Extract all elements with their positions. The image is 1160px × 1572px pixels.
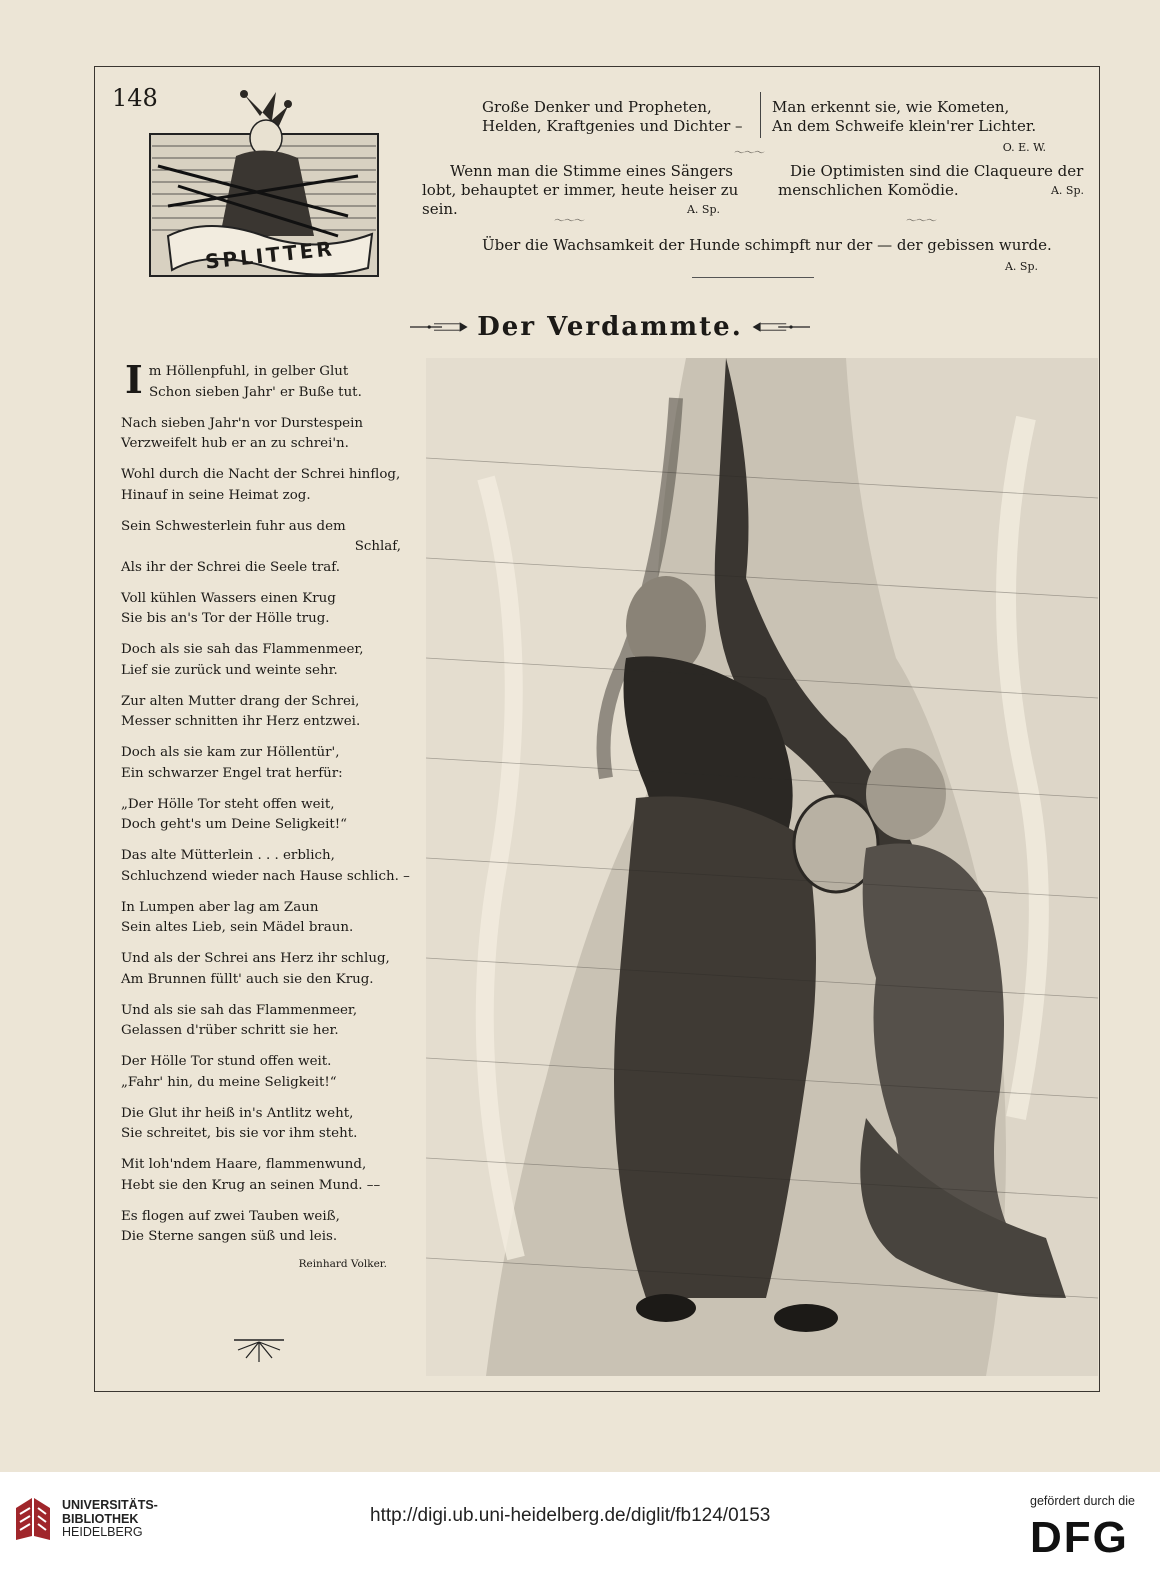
- splitter-line: lobt, behauptet er immer, heute heiser zu: [422, 181, 739, 199]
- splitter-attribution: O. E. W.: [1002, 141, 1046, 154]
- library-line: BIBLIOTHEK: [62, 1511, 139, 1526]
- library-line: UNIVERSITÄTS-: [62, 1498, 158, 1512]
- poem-line: Doch als sie kam zur Höllentür',: [121, 745, 340, 760]
- poem-line: Ein schwarzer Engel trat herfür:: [121, 765, 343, 781]
- splitter-attribution: A. Sp.: [1050, 184, 1084, 197]
- poem-stanza: [121, 640, 401, 681]
- splitter-line: Große Denker und Propheten,: [482, 98, 712, 116]
- drop-cap: I: [125, 357, 143, 402]
- splitter-line: Helden, Kraftgenies und Dichter –: [482, 117, 743, 135]
- poem-stanza: [121, 846, 410, 887]
- poem-line: Hebt sie den Krug an seinen Mund. ––: [121, 1177, 381, 1193]
- source-url-link[interactable]: http://digi.ub.uni-heidelberg.de/diglit/fb124/0153: [370, 1505, 771, 1526]
- end-ornament: [232, 1334, 286, 1364]
- university-library-name: [62, 1499, 158, 1540]
- poem-line: Sie bis an's Tor der Hölle trug.: [121, 611, 330, 626]
- poem-line: Lief sie zurück und weinte sehr.: [121, 662, 338, 678]
- splitter-line-with-attr: [778, 181, 1084, 200]
- poem-author: Reinhard Volker.: [298, 1258, 387, 1270]
- poem-line: Messer schnitten ihr Herz entzwei.: [121, 714, 361, 729]
- splitter-line: An dem Schweife klein'rer Lichter.: [772, 117, 1037, 135]
- section-rule: [692, 277, 814, 278]
- poem-line: Wohl durch die Nacht der Schrei hinflog,: [121, 467, 401, 482]
- separator-ornament: 〜〜〜: [554, 214, 584, 227]
- poem-line: Verzweifelt hub er an zu schrei'n.: [121, 436, 349, 451]
- splitter-middle-right: [778, 162, 1084, 200]
- title-ornament-right: [751, 320, 810, 334]
- university-library-logo: [12, 1496, 54, 1542]
- poem-line: Am Brunnen füllt' auch sie den Krug.: [121, 971, 374, 987]
- poem-line: Sein Schwesterlein fuhr aus dem: [121, 518, 346, 534]
- poem-line: Nach sieben Jahr'n vor Durstespein: [121, 415, 363, 431]
- poem-stanza: [121, 1155, 401, 1196]
- splitter-attribution: A. Sp.: [686, 203, 720, 216]
- poem-line: Schon sieben Jahr' er Buße tut.: [149, 384, 362, 400]
- splitter-bottom: [482, 236, 1052, 276]
- separator-ornament: 〜〜〜: [734, 146, 764, 159]
- splitter-attribution: A. Sp.: [1004, 260, 1038, 273]
- poem-line: Und als sie sah das Flammenmeer,: [121, 1002, 358, 1018]
- poem-stanza: [121, 465, 401, 506]
- poem-line: Voll kühlen Wassers einen Krug: [121, 590, 336, 606]
- poem-line: Schluchzend wieder nach Hause schlich. –: [121, 868, 410, 884]
- poem-line: Das alte Mütterlein . . . erblich,: [121, 848, 335, 863]
- poem-line: Sie schreitet, bis sie vor ihm steht.: [121, 1126, 358, 1141]
- poem-line: Schlaf,: [354, 539, 401, 554]
- splitter-line: Wenn man die Stimme eines Sängers: [450, 162, 733, 180]
- poem-line: Doch als sie sah das Flammenmeer,: [121, 642, 364, 657]
- separator-ornament: 〜〜〜: [906, 214, 936, 227]
- splitter-vignette: [148, 86, 380, 278]
- poem-title-row: [410, 310, 810, 344]
- poem-line: Die Sterne sangen süß und leis.: [121, 1229, 338, 1244]
- splitter-top-left: [482, 98, 743, 136]
- poem-stanza: [121, 357, 401, 403]
- poem-line: Doch geht's um Deine Seligkeit!“: [121, 817, 347, 832]
- poem-stanza: [121, 1104, 401, 1145]
- page-number: 148: [112, 84, 158, 112]
- poem-line: Der Hölle Tor stund offen weit.: [121, 1054, 332, 1069]
- splitter-line: Man erkennt sie, wie Kometen,: [772, 98, 1010, 116]
- title-ornament-left: [410, 320, 469, 334]
- splitter-middle-left: [422, 162, 739, 219]
- poem-stanza: [121, 517, 401, 579]
- poem-line: Die Glut ihr heiß in's Antlitz weht,: [121, 1105, 354, 1121]
- poem-body: [121, 357, 410, 1275]
- poem-line: Sein altes Lieb, sein Mädel braun.: [121, 920, 354, 935]
- poem-line: Mit loh'ndem Haare, flammenwund,: [121, 1157, 367, 1172]
- splitter-line: sein.: [422, 200, 458, 218]
- poem-line: Gelassen d'rüber schritt sie her.: [121, 1023, 339, 1038]
- splitter-top-right: [772, 98, 1046, 157]
- poem-line: „Der Hölle Tor steht offen weit,: [121, 796, 335, 812]
- poem-line: In Lumpen aber lag am Zaun: [121, 899, 319, 915]
- poem-line: Hinauf in seine Heimat zog.: [121, 487, 311, 503]
- dfg-logo: DFG: [1030, 1513, 1129, 1562]
- poem-line: Es flogen auf zwei Tauben weiß,: [121, 1208, 340, 1224]
- poem-stanza: [121, 414, 401, 455]
- poem-line: m Höllenpfuhl, in gelber Glut: [148, 364, 349, 379]
- poem-stanza: [121, 1001, 401, 1042]
- poem-stanza: [121, 898, 401, 939]
- poem-stanza: [121, 743, 401, 784]
- poem-line: Und als der Schrei ans Herz ihr schlug,: [121, 951, 390, 966]
- vignette-banner-text: SPLITTER: [203, 236, 336, 274]
- poem-stanza: [121, 589, 401, 630]
- funded-by-label: gefördert durch die: [1030, 1494, 1135, 1508]
- poem-stanza: [121, 692, 401, 733]
- splitter-line: menschlichen Komödie.: [778, 181, 959, 199]
- poem-stanza: [121, 1052, 401, 1093]
- column-divider: [760, 92, 761, 138]
- engraving-illustration: [426, 358, 1098, 1376]
- poem-title: Der Verdammte.: [477, 312, 743, 342]
- poem-stanza: [121, 795, 401, 836]
- poem-line: Zur alten Mutter drang der Schrei,: [121, 693, 360, 709]
- poem-line: „Fahr' hin, du meine Seligkeit!“: [121, 1074, 337, 1090]
- poem-stanza: [121, 949, 401, 990]
- splitter-line: Die Optimisten sind die Claqueure der: [790, 162, 1084, 180]
- splitter-line: Über die Wachsamkeit der Hunde schimpft nur der — der gebissen wurde.: [482, 236, 1052, 254]
- poem-stanza: [121, 1207, 401, 1248]
- library-line: HEIDELBERG: [62, 1525, 143, 1539]
- poem-line: Als ihr der Schrei die Seele traf.: [121, 559, 340, 575]
